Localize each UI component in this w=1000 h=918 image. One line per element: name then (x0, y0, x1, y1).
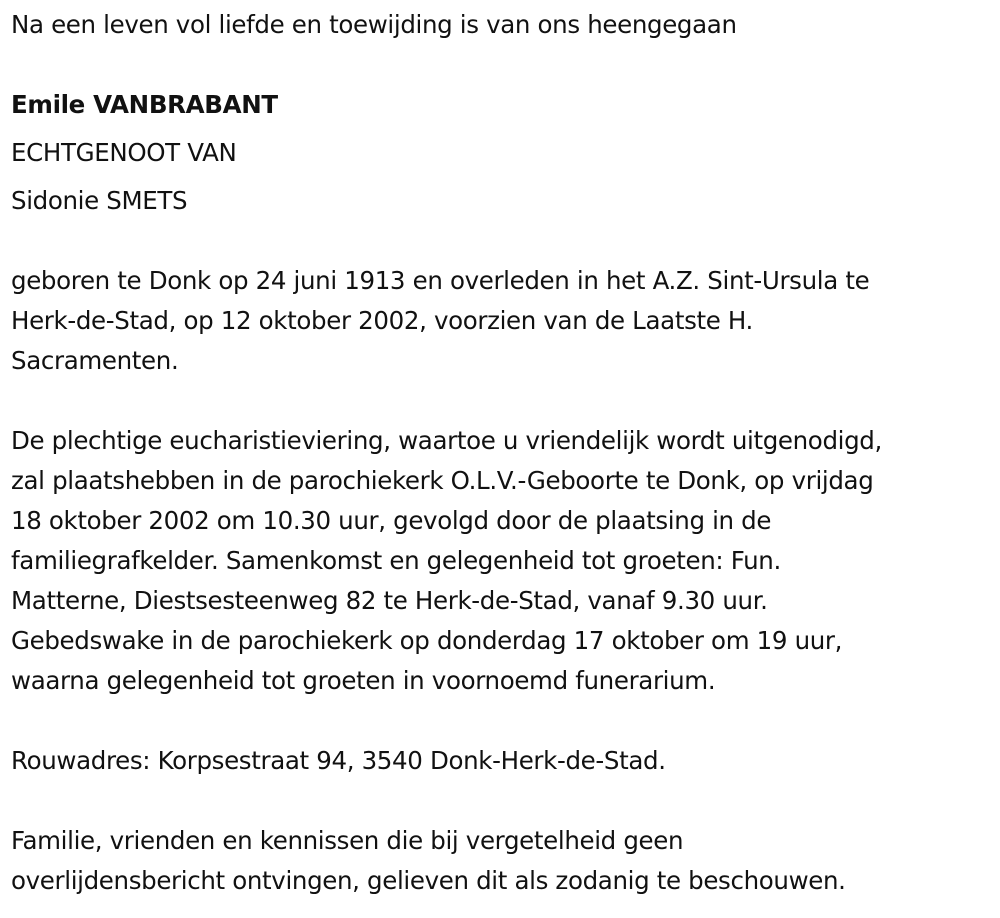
deceased-name: Emile VANBRABANT (11, 90, 278, 119)
paragraph-line: Sacramenten. (11, 346, 179, 375)
paragraph-line: familiegrafkelder. Samenkomst en gelegenheid tot groeten: Fun. (11, 546, 781, 575)
paragraph-line: De plechtige eucharistieviering, waartoe u vriendelijk wordt uitgenodigd, (11, 426, 882, 455)
intro-text: Na een leven vol liefde en toewijding is van ons heengegaan (11, 10, 737, 39)
paragraph-line: Familie, vrienden en kennissen die bij vergetelheid geen (11, 826, 684, 855)
paragraph-line: Herk-de-Stad, op 12 oktober 2002, voorzien van de Laatste H. (11, 306, 753, 335)
mourning-address (11, 741, 666, 781)
paragraph-line: overlijdensbericht ontvingen, gelieven dit als zodanig te beschouwen. (11, 866, 846, 895)
funeral-service-paragraph (11, 421, 882, 701)
family-notice-paragraph (11, 821, 846, 901)
relation-label: ECHTGENOOT VAN (11, 138, 237, 167)
spouse-name: Sidonie SMETS (11, 186, 188, 215)
paragraph-line: Gebedswake in de parochiekerk op donderdag 17 oktober om 19 uur, (11, 626, 843, 655)
paragraph-line: waarna gelegenheid tot groeten in voornoemd funerarium. (11, 666, 716, 695)
paragraph-line: Matterne, Diestsesteenweg 82 te Herk-de-Stad, vanaf 9.30 uur. (11, 586, 768, 615)
paragraph-line: Rouwadres: Korpsestraat 94, 3540 Donk-Herk-de-Stad. (11, 746, 666, 775)
paragraph-line: zal plaatshebben in de parochiekerk O.L.V.-Geboorte te Donk, op vrijdag (11, 466, 874, 495)
birth-death-paragraph (11, 261, 869, 381)
paragraph-line: geboren te Donk op 24 juni 1913 en overleden in het A.Z. Sint-Ursula te (11, 266, 870, 295)
paragraph-line: 18 oktober 2002 om 10.30 uur, gevolgd door de plaatsing in de (11, 506, 772, 535)
